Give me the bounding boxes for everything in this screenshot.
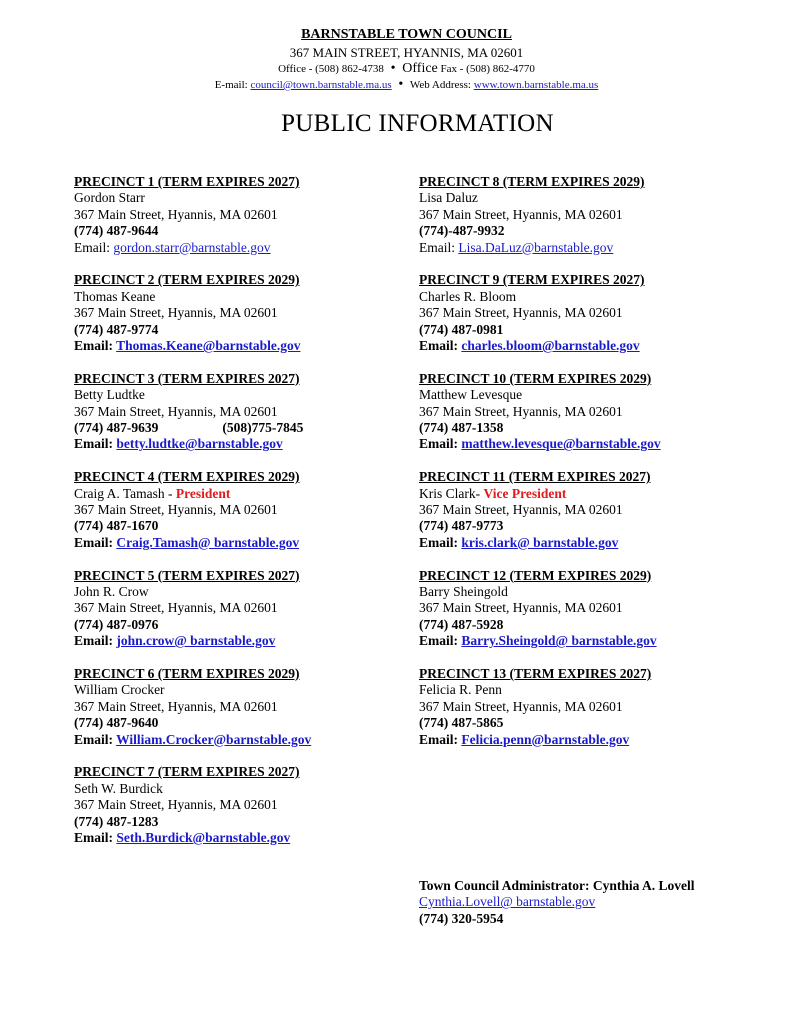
councilor-address: 367 Main Street, Hyannis, MA 02601 xyxy=(419,206,623,222)
precinct-block xyxy=(419,371,661,469)
council-role: Vice President xyxy=(483,485,567,501)
council-web-link[interactable]: www.town.barnstable.ma.us xyxy=(473,79,599,91)
email-line xyxy=(74,732,311,748)
councilor-line xyxy=(74,781,311,797)
councilor-email-link[interactable]: kris.clark@ barnstable.gov xyxy=(461,534,619,550)
phone-line xyxy=(419,518,661,534)
email-line xyxy=(74,830,311,846)
email-line xyxy=(74,535,311,551)
email-label: Email: xyxy=(74,731,113,747)
page-title: PUBLIC INFORMATION xyxy=(281,110,554,137)
councilor-name: Betty Ludtke xyxy=(74,387,145,403)
councilor-email-link[interactable]: gordon.starr@barnstable.gov xyxy=(113,239,271,255)
phone-line xyxy=(419,322,661,338)
councilor-email-link[interactable]: john.crow@ barnstable.gov xyxy=(116,633,276,649)
councilor-line xyxy=(74,486,311,502)
administrator-block xyxy=(419,878,695,927)
precinct-heading: PRECINCT 10 (TERM EXPIRES 2029) xyxy=(419,370,652,386)
councilor-phone: (774) 487-1358 xyxy=(419,420,504,435)
councilor-address: 367 Main Street, Hyannis, MA 02601 xyxy=(74,600,278,616)
bullet-icon: • xyxy=(390,61,396,76)
councilor-line xyxy=(419,190,661,206)
council-title: BARNSTABLE TOWN COUNCIL xyxy=(301,27,512,42)
councilor-address: 367 Main Street, Hyannis, MA 02601 xyxy=(419,501,623,517)
precinct-heading: PRECINCT 8 (TERM EXPIRES 2029) xyxy=(419,174,645,189)
alt-phone: (508)775-7845 xyxy=(222,420,304,435)
councilor-email-link[interactable]: betty.ludtke@barnstable.gov xyxy=(116,436,283,452)
precinct-block xyxy=(419,272,661,370)
councilor-line xyxy=(74,190,311,206)
councilor-phone: (774) 487-9774 xyxy=(74,321,159,337)
email-label: Email: xyxy=(74,633,113,649)
councilor-line xyxy=(419,387,661,403)
administrator-phone: (774) 320-5954 xyxy=(419,910,504,926)
email-line xyxy=(419,732,661,748)
phone-line xyxy=(74,420,311,436)
phone-line xyxy=(419,223,661,239)
councilor-address: 367 Main Street, Hyannis, MA 02601 xyxy=(74,797,278,813)
email-line xyxy=(74,633,311,649)
phone-line xyxy=(419,617,661,633)
councilor-address: 367 Main Street, Hyannis, MA 02601 xyxy=(419,698,623,714)
councilor-name: Matthew Levesque xyxy=(419,387,523,403)
councilor-line xyxy=(74,289,311,305)
fax-number: Fax - (508) 862-4770 xyxy=(440,63,535,75)
councilor-line xyxy=(74,387,311,403)
email-label: Email: xyxy=(419,534,458,550)
office-phone: Office - (508) 862-4738 xyxy=(278,63,384,75)
precinct-block xyxy=(419,568,661,666)
precinct-block xyxy=(74,174,311,272)
councilor-name: Gordon Starr xyxy=(74,190,145,206)
councilor-email-link[interactable]: Felicia.penn@barnstable.gov xyxy=(461,731,630,747)
email-line xyxy=(419,535,661,551)
councilor-address: 367 Main Street, Hyannis, MA 02601 xyxy=(74,206,278,222)
councilor-phone: (774) 487-0981 xyxy=(419,321,504,337)
email-label: Email: xyxy=(419,436,458,452)
administrator-title: Town Council Administrator: Cynthia A. Lovell xyxy=(419,878,695,893)
councilor-line xyxy=(419,682,661,698)
phone-line xyxy=(74,617,311,633)
precinct-block xyxy=(419,174,661,272)
precinct-heading: PRECINCT 3 (TERM EXPIRES 2027) xyxy=(74,370,300,386)
councilor-address: 367 Main Street, Hyannis, MA 02601 xyxy=(74,305,278,321)
phone-line xyxy=(419,715,661,731)
contact-phones xyxy=(22,61,791,77)
precinct-block xyxy=(74,568,311,666)
email-line xyxy=(419,338,661,354)
councilor-line xyxy=(419,289,661,305)
precinct-block xyxy=(74,764,311,862)
councilor-phone: (774)-487-9932 xyxy=(419,223,505,239)
administrator-email-link[interactable]: Cynthia.Lovell@ barnstable.gov xyxy=(419,894,596,910)
right-column xyxy=(419,174,661,764)
email-line xyxy=(419,436,661,452)
email-label: Email: xyxy=(74,829,113,845)
precinct-block xyxy=(74,469,311,567)
councilor-address: 367 Main Street, Hyannis, MA 02601 xyxy=(74,698,278,714)
phone-line xyxy=(74,223,311,239)
precinct-block xyxy=(419,469,661,567)
councilor-phone: (774) 487-5865 xyxy=(419,715,504,731)
council-role: President xyxy=(175,485,231,501)
email-label: Email: xyxy=(419,731,458,747)
letterhead xyxy=(0,26,791,93)
email-line xyxy=(419,240,661,256)
councilor-name: Seth W. Burdick xyxy=(74,780,163,796)
email-label: Email: xyxy=(74,436,113,452)
councilor-phone: (774) 487-9773 xyxy=(419,518,504,534)
councilor-email-link[interactable]: Thomas.Keane@barnstable.gov xyxy=(116,338,301,354)
phone-line xyxy=(74,814,311,830)
email-line xyxy=(419,633,661,649)
councilor-address: 367 Main Street, Hyannis, MA 02601 xyxy=(74,403,278,419)
email-label: Email: xyxy=(74,338,113,354)
councilor-name: Barry Sheingold xyxy=(419,583,508,599)
precinct-heading: PRECINCT 9 (TERM EXPIRES 2027) xyxy=(419,272,645,288)
councilor-line xyxy=(419,486,661,502)
email-label: E-mail: xyxy=(214,79,248,91)
councilor-phone: (774) 487-5928 xyxy=(419,616,504,632)
councilor-phone: (774) 487-1283 xyxy=(74,813,159,829)
precinct-block xyxy=(74,272,311,370)
web-label: Web Address: xyxy=(409,79,471,91)
precinct-heading: PRECINCT 13 (TERM EXPIRES 2027) xyxy=(419,665,652,681)
phone-line xyxy=(74,715,311,731)
precinct-heading: PRECINCT 5 (TERM EXPIRES 2027) xyxy=(74,567,300,583)
councilor-name: Thomas Keane xyxy=(74,288,156,304)
left-column xyxy=(74,174,311,863)
councilor-email-link[interactable]: charles.bloom@barnstable.gov xyxy=(461,338,640,354)
councilor-phone: (774) 487-1670 xyxy=(74,518,159,534)
precinct-heading: PRECINCT 6 (TERM EXPIRES 2029) xyxy=(74,665,300,681)
email-label: Email: xyxy=(74,534,113,550)
councilor-name: Kris Clark- xyxy=(419,485,484,501)
councilor-email-link[interactable]: Craig.Tamash@ barnstable.gov xyxy=(116,534,300,550)
precinct-block xyxy=(74,666,311,764)
councilor-phone: (774) 487-9644 xyxy=(74,223,159,239)
precinct-block xyxy=(419,666,661,764)
email-line xyxy=(74,436,311,452)
councilor-address: 367 Main Street, Hyannis, MA 02601 xyxy=(419,305,623,321)
office-label: Office xyxy=(402,61,438,76)
precinct-heading: PRECINCT 2 (TERM EXPIRES 2029) xyxy=(74,272,300,288)
councilor-line xyxy=(74,682,311,698)
councilor-address: 367 Main Street, Hyannis, MA 02601 xyxy=(419,403,623,419)
councilor-address: 367 Main Street, Hyannis, MA 02601 xyxy=(74,501,278,517)
councilor-name: John R. Crow xyxy=(74,583,149,599)
councilor-line xyxy=(419,584,661,600)
councilor-email-link[interactable]: Barry.Sheingold@ barnstable.gov xyxy=(461,633,657,649)
phone-line xyxy=(419,420,661,436)
contact-web xyxy=(22,77,791,93)
councilor-phone: (774) 487-9640 xyxy=(74,715,159,731)
councilor-name: William Crocker xyxy=(74,682,165,698)
email-label: Email: xyxy=(419,239,455,255)
councilor-name: Lisa Daluz xyxy=(419,190,478,206)
council-email-link[interactable]: council@town.barnstable.ma.us xyxy=(250,79,392,91)
councilor-name: Charles R. Bloom xyxy=(419,288,517,304)
councilor-email-link[interactable]: matthew.levesque@barnstable.gov xyxy=(461,436,661,452)
council-address: 367 MAIN STREET, HYANNIS, MA 02601 xyxy=(289,45,524,60)
phone-line xyxy=(74,322,311,338)
councilor-email-link[interactable]: Seth.Burdick@barnstable.gov xyxy=(116,829,291,845)
email-line xyxy=(74,240,311,256)
councilor-email-link[interactable]: Lisa.DaLuz@barnstable.gov xyxy=(458,239,614,255)
precinct-heading: PRECINCT 1 (TERM EXPIRES 2027) xyxy=(74,174,300,189)
councilor-name: Craig A. Tamash - xyxy=(74,485,176,501)
councilor-phone: (774) 487-0976 xyxy=(74,616,159,632)
phone-line xyxy=(74,518,311,534)
councilor-phone: (774) 487-9639 xyxy=(74,420,159,435)
email-label: Email: xyxy=(74,239,110,255)
councilor-email-link[interactable]: William.Crocker@barnstable.gov xyxy=(116,731,312,747)
councilor-line xyxy=(74,584,311,600)
precinct-heading: PRECINCT 4 (TERM EXPIRES 2029) xyxy=(74,469,300,485)
email-line xyxy=(74,338,311,354)
email-label: Email: xyxy=(419,338,458,354)
bullet-icon: • xyxy=(398,77,404,92)
precinct-block xyxy=(74,371,311,469)
councilor-address: 367 Main Street, Hyannis, MA 02601 xyxy=(419,600,623,616)
precinct-heading: PRECINCT 7 (TERM EXPIRES 2027) xyxy=(74,764,300,780)
email-label: Email: xyxy=(419,633,458,649)
precinct-heading: PRECINCT 11 (TERM EXPIRES 2027) xyxy=(419,469,651,485)
councilor-name: Felicia R. Penn xyxy=(419,682,502,698)
precinct-heading: PRECINCT 12 (TERM EXPIRES 2029) xyxy=(419,567,652,583)
